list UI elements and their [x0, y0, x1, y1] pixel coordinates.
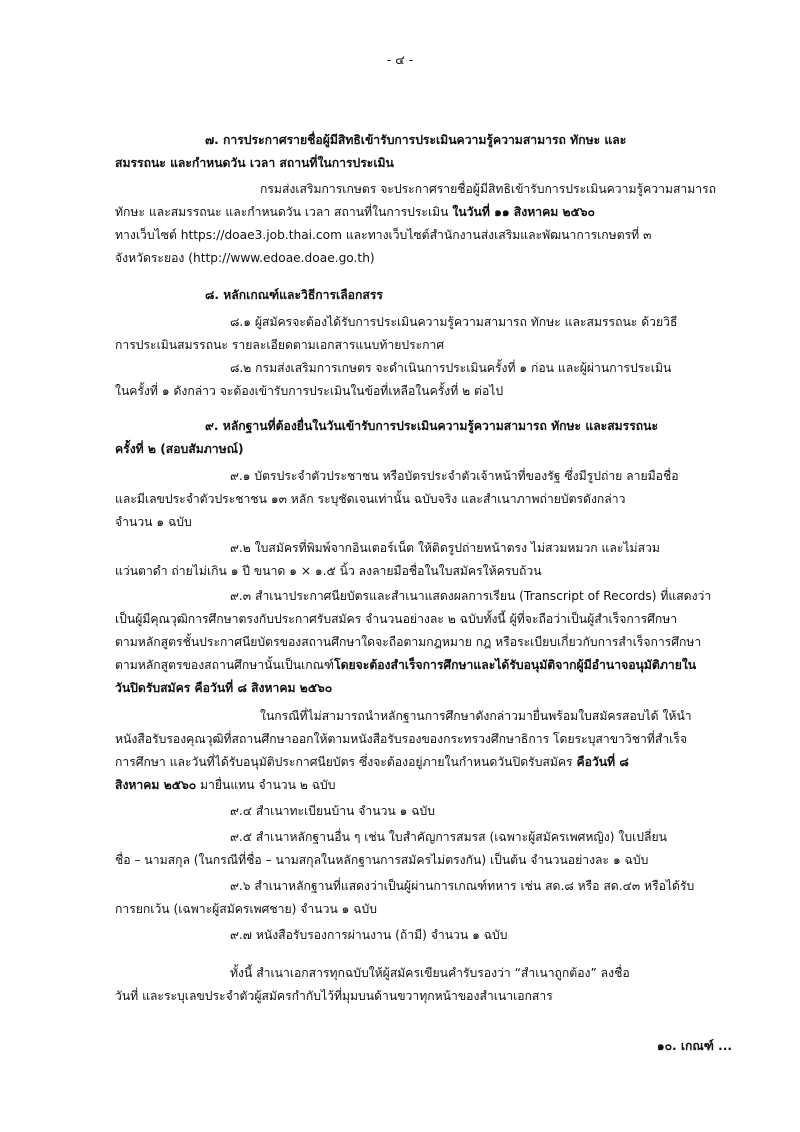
section-9-item-3-text: ตามหลักสูตรของสถานศึกษานั้นเป็นเกณฑ์	[115, 658, 335, 672]
section-8-item-1-line-2: การประเมินสมรรถนะ รายละเอียดตามเอกสารแนบท้ายประกาศ	[115, 338, 445, 352]
closing-date-month: สิงหาคม ๒๕๖๐	[115, 778, 197, 792]
section-9-item-3-line-1: ๙.๓ สำเนาประกาศนียบัตรและสำเนาแสดงผลการเรียน (Transcript of Records) ที่แสดงว่า	[230, 589, 712, 603]
section-9-item-3-line-2: เป็นผู้มีคุณวุฒิการศึกษาตรงกับประกาศรับสมัคร จำนวนอย่างละ ๒ ฉบับทั้งนี้ ผู้ที่จะถือว่าเป็นผู้สำเร็จการศึกษา	[115, 612, 678, 626]
section-9-item-2-line-2: แว่นตาดำ ถ่ายไม่เกิน ๑ ปี ขนาด ๑ × ๑.๕ นิ้ว ลงลายมือชื่อในใบสมัครให้ครบถ้วน	[115, 564, 542, 578]
section-7-paragraph-line-4: จังหวัดระยอง (http://www.edoae.doae.go.th)	[115, 251, 375, 265]
section-7-paragraph-line-2	[115, 202, 595, 222]
section-9-item-6-line-1: ๙.๖ สำเนาหลักฐานที่แสดงว่าเป็นผู้ผ่านการเกณฑ์ทหาร เช่น สด.๘ หรือ สด.๔๓ หรือได้รับ	[230, 879, 695, 893]
graduation-requirement: โดยจะต้องสำเร็จการศึกษาและได้รับอนุมัติจากผู้มีอำนาจอนุมัติภายใน	[334, 658, 697, 672]
certification-note-line-2: วันที่ และระบุเลขประจำตัวผู้สมัครกำกับไว้ที่มุมบนด้านขวาทุกหน้าของสำเนาเอกสาร	[115, 989, 553, 1003]
section-9-item-1-line-2: และมีเลขประจำตัวประชาชน ๑๓ หลัก ระบุชัดเจนเท่านั้น ฉบับจริง และสำเนาภาพถ่ายบัตรดังกล่าว	[115, 492, 626, 506]
section-9-note-line-2: หนังสือรับรองคุณวุฒิที่สถานศึกษาออกให้ตามหนังสือรับรองของกระทรวงศึกษาธิการ โดยระบุสาขาวิชาที่สำเร็จ	[115, 732, 688, 746]
section-9-note-line-1: ในกรณีที่ไม่สามารถนำหลักฐานการศึกษาดังกล่าวมายื่นพร้อมใบสมัครสอบได้ ให้นำ	[260, 709, 692, 723]
section-9-note-text: การศึกษา และวันที่ได้รับอนุมัติประกาศนียบัตร ซึ่งจะต้องอยู่ภายในกำหนดวันปิดรับสมัคร	[115, 755, 577, 769]
section-9-item-4: ๙.๔ สำเนาทะเบียนบ้าน จำนวน ๑ ฉบับ	[230, 804, 436, 818]
page-number: - ๔ -	[386, 52, 414, 67]
section-9-item-1-line-3: จำนวน ๑ ฉบับ	[115, 515, 192, 529]
section-9-note-line-4	[115, 775, 336, 795]
section-7-heading-line-1: ๗. การประกาศรายชื่อผู้มีสิทธิเข้ารับการประเมินความรู้ความสามารถ ทักษะ และ	[205, 133, 627, 147]
section-9-item-2-line-1: ๙.๒ ใบสมัครที่พิมพ์จากอินเตอร์เน็ต ให้ติดรูปถ่ายหน้าตรง ไม่สวมหมวก และไม่สวม	[230, 541, 660, 555]
section-7-paragraph-line-3: ทางเว็บไซต์ https://doae3.job.thai.com และทางเว็บไซต์สำนักงานส่งเสริมและพัฒนาการเกษตรที่ ๓	[115, 228, 652, 242]
section-9-item-1-line-1: ๙.๑ บัตรประจำตัวประชาชน หรือบัตรประจำตัวเจ้าหน้าที่ของรัฐ ซึ่งมีรูปถ่าย ลายมือชื่อ	[230, 469, 679, 483]
section-9-item-5-line-1: ๙.๕ สำเนาหลักฐานอื่น ๆ เช่น ใบสำคัญการสมรส (เฉพาะผู้สมัครเพศหญิง) ใบเปลี่ยน	[230, 830, 667, 844]
section-9-note-line-3	[115, 752, 629, 772]
section-9-item-5-line-2: ชื่อ – นามสกุล (ในกรณีที่ชื่อ – นามสกุลในหลักฐานการสมัครไม่ตรงกัน) เป็นต้น จำนวนอย่างละ ๑ ฉบับ	[115, 853, 649, 867]
certification-note-line-1: ทั้งนี้ สำเนาเอกสารทุกฉบับให้ผู้สมัครเขียนคำรับรองว่า “สำเนาถูกต้อง” ลงชื่อ	[230, 966, 630, 980]
section-8-item-2-line-1: ๘.๒ กรมส่งเสริมการเกษตร จะดำเนินการประเมินครั้งที่ ๑ ก่อน และผู้ผ่านการประเมิน	[230, 361, 672, 375]
closing-date-line: วันปิดรับสมัคร คือวันที่ ๘ สิงหาคม ๒๕๖๐	[115, 681, 333, 695]
section-8-item-2-line-2: ในครั้งที่ ๑ ดังกล่าว จะต้องเข้ารับการประเมินในข้อที่เหลือในครั้งที่ ๒ ต่อไป	[115, 384, 504, 398]
section-8-item-1-line-1: ๘.๑ ผู้สมัครจะต้องได้รับการประเมินความรู้ความสามารถ ทักษะ และสมรรถนะ ด้วยวิธี	[230, 315, 678, 329]
section-8-heading: ๘. หลักเกณฑ์และวิธีการเลือกสรร	[205, 288, 383, 302]
section-9-heading-line-2: ครั้งที่ ๒ (สอบสัมภาษณ์)	[115, 442, 244, 456]
section-9-note-tail: มายื่นแทน จำนวน ๒ ฉบับ	[196, 778, 336, 792]
section-9-item-7: ๙.๗ หนังสือรับรองการผ่านงาน (ถ้ามี) จำนวน ๑ ฉบับ	[230, 928, 508, 942]
section-9-item-3-line-3: ตามหลักสูตรชั้นประกาศนียบัตรของสถานศึกษาใดจะถือตามกฎหมาย กฎ หรือระเบียบเกี่ยวกับการสำเร็จการศึกษา	[115, 635, 702, 649]
section-7-paragraph-line-1: กรมส่งเสริมการเกษตร จะประกาศรายชื่อผู้มีสิทธิเข้ารับการประเมินความรู้ความสามารถ	[260, 182, 717, 196]
announcement-date: ในวันที่ ๑๑ สิงหาคม ๒๕๖๐	[452, 205, 595, 219]
section-7-paragraph-text: ทักษะ และสมรรถนะ และกำหนดวัน เวลา สถานที่ในการประเมิน	[115, 205, 453, 219]
section-9-heading-line-1: ๙. หลักฐานที่ต้องยื่นในวันเข้ารับการประเมินความรู้ความสามารถ ทักษะ และสมรรถนะ	[205, 419, 659, 433]
section-9-item-3-line-4	[115, 655, 696, 675]
section-7-heading-line-2: สมรรถนะ และกำหนดวัน เวลา สถานที่ในการประเมิน	[115, 156, 394, 170]
closing-date-inline: คือวันที่ ๘	[576, 755, 629, 769]
continuation-marker: ๑๐. เกณฑ์ ...	[656, 1039, 732, 1053]
section-9-item-6-line-2: การยกเว้น (เฉพาะผู้สมัครเพศชาย) จำนวน ๑ ฉบับ	[115, 902, 378, 916]
